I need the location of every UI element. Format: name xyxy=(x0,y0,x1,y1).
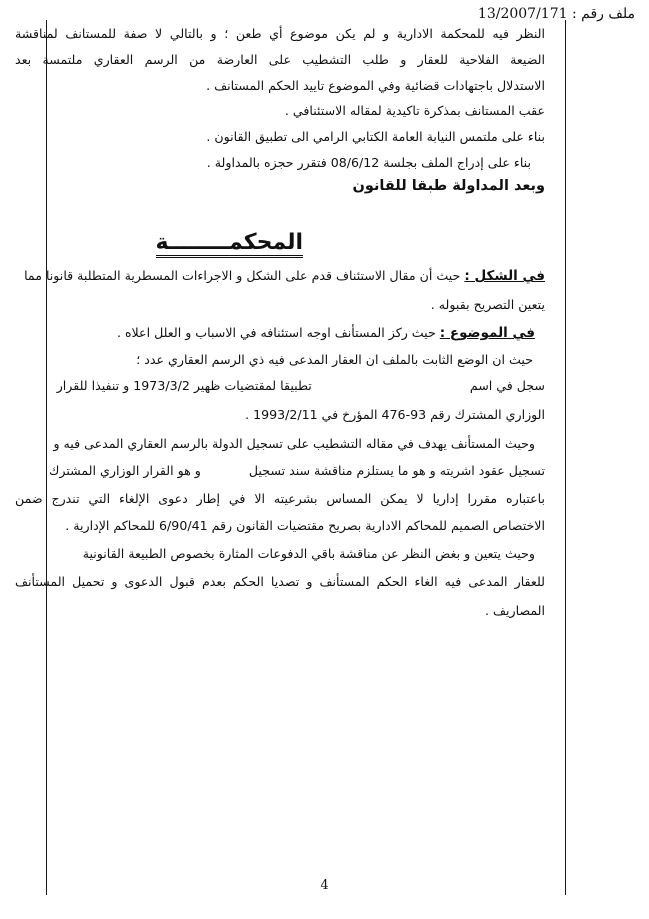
text-line-20: المصاريف . xyxy=(484,603,545,618)
text-line-13: الوزاري المشترك رقم 93-476 المؤرخ في 1993/2/11 . xyxy=(245,407,545,422)
text-line-6: بناء على إدراج الملف بجلسة 08/6/12 فتقرر حجزه بالمداولة . xyxy=(206,155,531,170)
text-line-17: الاختصاص الصميم للمحاكم الادارية بصريح مقتضيات القانون رقم 6/90/41 للمحاكم الإدارية . xyxy=(65,518,545,533)
merits-paragraph-line-1 xyxy=(5,325,535,341)
form-paragraph-line-2: يتعين التصريح بقبوله . xyxy=(430,297,545,312)
text-line-14: وحيث المستأنف يهدف في مقاله التشطيب على تسجيل الدولة بالرسم العقاري المدعى فيه و xyxy=(53,436,535,451)
text-line-3: الاستدلال باجتهادات قضائية وفي الموضوع تاييد الحكم المستانف . xyxy=(206,78,545,93)
court-title xyxy=(156,230,303,258)
text-line-12 xyxy=(15,378,545,394)
deliberation-heading: وبعد المداولة طبقا للقانون xyxy=(352,178,545,194)
page-frame xyxy=(46,20,566,895)
text-line-15 xyxy=(15,463,545,479)
text-line-2: الضيعة الفلاحية للعقار و طلب التشطيب على العارضة من الرسم العقاري ملتمسة بعد xyxy=(15,52,545,67)
form-label: في الشكل : xyxy=(464,268,545,284)
text-line-15-start: تسجيل عقود اشريته و هو ما يستلزم مناقشة سند تسجيل xyxy=(248,463,545,478)
text-line-5: بناء على ملتمس النيابة العامة الكتابي الرامي الى تطبيق القانون . xyxy=(206,129,545,144)
text-line-16: باعتباره مقررا إداريا لا يمكن المساس بشرعيته الا في إطار دعوى الإلغاء التي تندرج ضمن xyxy=(15,491,545,506)
merits-label: في الموضوع : xyxy=(439,325,535,341)
text-line-15-end: و هو القرار الوزاري المشترك xyxy=(49,463,201,478)
text-line-1: النظر فيه للمحكمة الادارية و لم يكن موضوع أي طعن ؛ و بالتالي لا صفة للمستانف لمناقشة xyxy=(15,26,545,41)
text-line-19: للعقار المدعى فيه الغاء الحكم المستأنف و تصديا الحكم بعدم قبول الدعوى و تحميل المستأنف xyxy=(15,574,545,589)
text-line-4: عقب المستانف بمذكرة تاكيدية لمقاله الاستئنافي . xyxy=(284,103,545,118)
merits-text: حيث ركز المستأنف اوجه استئنافه في الاسباب و العلل اعلاه . xyxy=(116,325,436,340)
form-text: حيث أن مقال الاستئناف قدم على الشكل و الاجراءات المسطرية المتطلبة قانونا مما xyxy=(24,268,461,283)
text-line-12-start: سجل في اسم xyxy=(469,378,545,393)
text-line-11: حيث ان الوضع الثابت بالملف ان العقار المدعى فيه ذي الرسم العقاري عدد ؛ xyxy=(136,352,533,367)
text-line-18: وحيث يتعين و بغض النظر عن مناقشة باقي الدفوعات المثارة بخصوص الطبيعة القانونية xyxy=(82,546,535,561)
text-line-12-end: تطبيقا لمقتضيات ظهير 1973/3/2 و تنفيذا للقرار xyxy=(56,378,312,393)
court-title-text: المحكمــــــــة xyxy=(156,230,303,258)
form-paragraph-line-1 xyxy=(15,268,545,284)
file-reference: ملف رقم : 13/2007/171 xyxy=(477,6,635,22)
page-number: 4 xyxy=(320,878,329,893)
